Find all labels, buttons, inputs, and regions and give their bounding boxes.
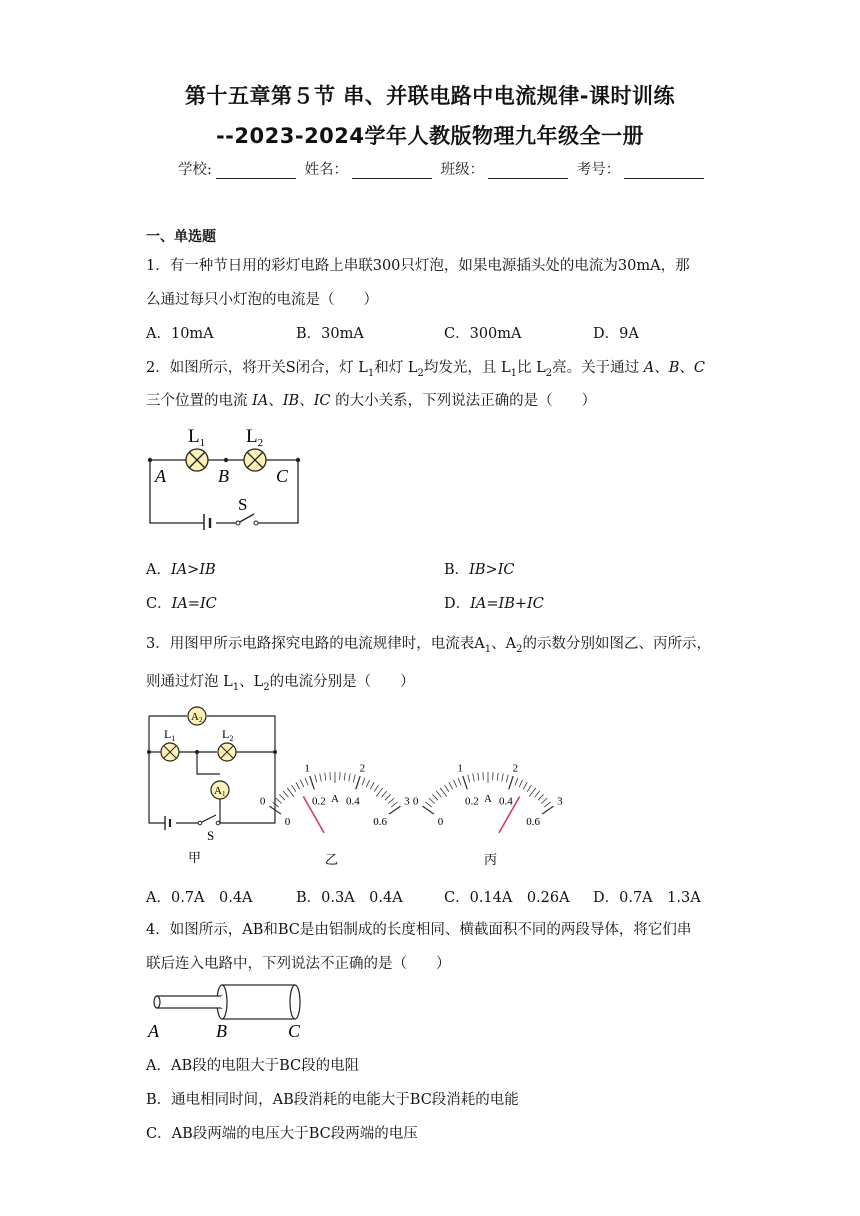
meter-bottom-label: 0.6 xyxy=(373,816,387,829)
meter-tick xyxy=(529,788,536,797)
meter-tick xyxy=(544,802,550,807)
meter-tick xyxy=(444,785,448,792)
meter-top-label: 3 xyxy=(404,795,410,808)
meter-tick xyxy=(493,772,494,780)
meter-top-label: 2 xyxy=(512,762,519,775)
meter-tick xyxy=(385,794,391,800)
meter-tick xyxy=(382,791,387,797)
meter-top-label: 3 xyxy=(557,795,563,808)
svg-text:乙: 乙 xyxy=(325,852,339,867)
q2-option-c[interactable]: C．IA=IC xyxy=(146,596,217,612)
meter-tick xyxy=(449,782,453,789)
q2-circuit-figure xyxy=(140,420,310,530)
svg-text:L2: $L_2$ xyxy=(222,727,234,743)
meter-tick xyxy=(453,780,456,787)
meter-tick xyxy=(340,772,341,780)
meter-top-label: 0 xyxy=(412,795,419,808)
q4-option-c[interactable]: C．AB段两端的电压大于BC段两端的电压 xyxy=(146,1126,418,1142)
exam-number-blank[interactable] xyxy=(624,164,704,179)
svg-text:2: 2 xyxy=(199,716,203,724)
q1-option-c[interactable]: C．300mA xyxy=(444,326,522,342)
meter-tick xyxy=(330,772,331,780)
meter-tick xyxy=(291,785,295,792)
school-label: 学校: xyxy=(178,162,212,178)
lamp-l1-icon xyxy=(161,743,179,761)
meter-tick xyxy=(300,780,303,787)
meter-bottom-label: 0.4 xyxy=(345,795,360,808)
q1-option-a[interactable]: A．10mA xyxy=(146,326,214,342)
meter-tick xyxy=(305,778,308,785)
q2-option-b[interactable]: B．IB>IC xyxy=(444,562,515,578)
q4-option-a[interactable]: A．AB段的电阻大于BC段的电阻 xyxy=(146,1058,360,1074)
student-info-line xyxy=(178,158,708,179)
meter-tick xyxy=(287,788,294,797)
meter-tick xyxy=(325,773,326,781)
section-title: 一、单选题 xyxy=(146,229,216,245)
meter-tick xyxy=(519,780,522,787)
svg-text:S: S xyxy=(238,495,248,514)
meter-tick xyxy=(273,802,279,807)
svg-text:B: B xyxy=(218,466,229,486)
ammeter-a2-icon xyxy=(188,707,206,725)
lamp-l1-icon xyxy=(186,449,208,471)
meter-top-label: 1 xyxy=(304,762,310,775)
meter-top-label: 1 xyxy=(457,762,463,775)
meter-tick xyxy=(353,775,355,783)
meter-tick xyxy=(458,778,461,785)
svg-text:L1: $L_1$ xyxy=(188,426,206,449)
meter-tick xyxy=(269,806,280,814)
meter-tick xyxy=(310,776,314,789)
school-blank[interactable] xyxy=(216,164,296,179)
lamp-l2-icon xyxy=(218,743,236,761)
meter-ticks xyxy=(413,762,563,828)
meter-tick xyxy=(276,798,282,803)
meter-tick xyxy=(506,775,508,783)
meter-tick xyxy=(432,794,438,800)
class-label: 班级： xyxy=(440,162,485,178)
meter-tick xyxy=(315,775,317,783)
meter-tick xyxy=(422,806,433,814)
page-title: 第十五章第５节 串、并联电路中电流规律-课时训练 xyxy=(184,84,676,108)
meter-tick xyxy=(527,785,531,792)
meter-tick xyxy=(436,791,441,797)
meter-bottom-label: 0 xyxy=(284,816,291,829)
svg-text:1: 1 xyxy=(222,790,226,798)
svg-text:A: A xyxy=(214,785,222,797)
q3-stem-line1: 3．用图甲所示电路探究电路的电流规律时，电流表$A_1$、$A_2$的示数分别如图乙、丙所示， xyxy=(146,636,711,655)
q3-option-d[interactable]: D．0.7A 1.3A xyxy=(593,890,701,906)
meter-tick xyxy=(344,773,345,781)
meter-tick xyxy=(538,794,544,800)
q3-stem-line2: 则通过灯泡 $L_1$、$L_2$的电流分别是（ ） xyxy=(146,674,415,693)
meter-tick xyxy=(366,780,369,787)
meter-bottom-label: 0.2 xyxy=(465,795,479,808)
ammeter-a1-icon xyxy=(211,781,229,799)
meter-tick xyxy=(542,806,553,814)
meter-tick xyxy=(362,778,365,785)
q1-stem-line2: 么通过每只小灯泡的电流是（ ） xyxy=(146,292,378,308)
meter-tick xyxy=(509,776,513,789)
meter-bottom-label: 0.6 xyxy=(526,816,540,829)
exam-number-label: 考号： xyxy=(576,162,621,178)
q4-option-b[interactable]: B．通电相同时间，AB段消耗的电能大于BC段消耗的电能 xyxy=(146,1092,519,1108)
meter-tick xyxy=(523,782,527,789)
meter-tick xyxy=(468,775,470,783)
ammeter-dial-yi xyxy=(255,732,415,872)
svg-text:C: C xyxy=(288,1021,301,1040)
q1-option-b[interactable]: B．30mA xyxy=(296,326,364,342)
meter-tick xyxy=(483,772,484,780)
meter-tick xyxy=(391,802,397,807)
svg-text:B: B xyxy=(216,1021,227,1040)
meter-tick xyxy=(279,794,285,800)
meter-tick xyxy=(429,798,435,803)
svg-text:L2: $L_2$ xyxy=(246,426,264,449)
q1-option-d[interactable]: D．9A xyxy=(593,326,639,342)
ammeter-dial-bing xyxy=(408,732,568,872)
meter-ticks xyxy=(260,762,410,828)
q4-stem-line2: 联后连入电路中，下列说法不正确的是（ ） xyxy=(146,956,451,972)
name-label: 姓名： xyxy=(304,162,348,178)
meter-tick xyxy=(376,788,383,797)
svg-text:C: C xyxy=(276,466,289,486)
meter-tick xyxy=(463,776,467,789)
meter-bottom-label: 0.2 xyxy=(312,795,326,808)
meter-tick xyxy=(515,778,518,785)
meter-unit-label: A xyxy=(331,793,339,805)
svg-text:丙: 丙 xyxy=(484,852,498,867)
svg-text:A: A xyxy=(191,711,199,723)
meter-tick xyxy=(535,791,540,797)
meter-unit-label: A xyxy=(484,793,492,805)
meter-tick xyxy=(541,798,547,803)
meter-tick xyxy=(349,773,351,781)
svg-text:S: S xyxy=(207,828,215,843)
meter-tick xyxy=(426,802,432,807)
name-blank[interactable] xyxy=(352,164,432,179)
meter-tick xyxy=(497,773,498,781)
meter-bottom-label: 0.4 xyxy=(498,795,513,808)
q4-conductor-figure xyxy=(140,982,315,1040)
q3-option-a[interactable]: A．0.7A 0.4A xyxy=(146,890,253,906)
meter-tick xyxy=(478,773,479,781)
svg-text:L1: $L_1$ xyxy=(164,727,176,743)
q2-stem-line1: 2．如图所示，将开关S闭合，灯 $L_1$和灯 $L_2$均发光，且 $L_1$比 $L_2$亮。关于通过 A、B、C xyxy=(146,360,706,379)
meter-tick xyxy=(296,782,300,789)
svg-text:A: A xyxy=(155,466,166,486)
meter-tick xyxy=(502,773,504,781)
svg-text:A: A xyxy=(148,1021,159,1040)
class-blank[interactable] xyxy=(488,164,568,179)
q1-stem-line1: 1．有一种节日用的彩灯电路上串联300只灯泡，如果电源插头处的电流为30mA，那 xyxy=(146,258,690,274)
q3-option-c[interactable]: C．0.14A 0.26A xyxy=(444,890,570,906)
meter-tick xyxy=(440,788,447,797)
meter-tick xyxy=(389,806,400,814)
q2-stem-line2: 三个位置的电流 IA、IB、IC 的大小关系，下列说法正确的是（ ） xyxy=(146,393,597,409)
meter-tick xyxy=(473,773,475,781)
lamp-l2-icon xyxy=(244,449,266,471)
meter-tick xyxy=(283,791,288,797)
page-subtitle: --2023-2024学年人教版物理九年级全一册 xyxy=(215,124,645,148)
q4-stem-line1: 4．如图所示，AB和BC是由铝制成的长度相同、横截面积不同的两段导体，将它们串 xyxy=(146,922,692,938)
q3-option-b[interactable]: B．0.3A 0.4A xyxy=(296,890,403,906)
meter-tick xyxy=(356,776,360,789)
q2-option-a[interactable]: A．IA>IB xyxy=(146,562,216,578)
meter-top-label: 0 xyxy=(259,795,266,808)
meter-tick xyxy=(320,773,322,781)
meter-tick xyxy=(374,785,378,792)
meter-tick xyxy=(370,782,374,789)
meter-tick xyxy=(388,798,394,803)
meter-bottom-label: 0 xyxy=(437,816,444,829)
meter-top-label: 2 xyxy=(359,762,366,775)
svg-text:甲: 甲 xyxy=(188,850,202,865)
q2-option-d[interactable]: D．IA=IB+IC xyxy=(444,596,544,612)
